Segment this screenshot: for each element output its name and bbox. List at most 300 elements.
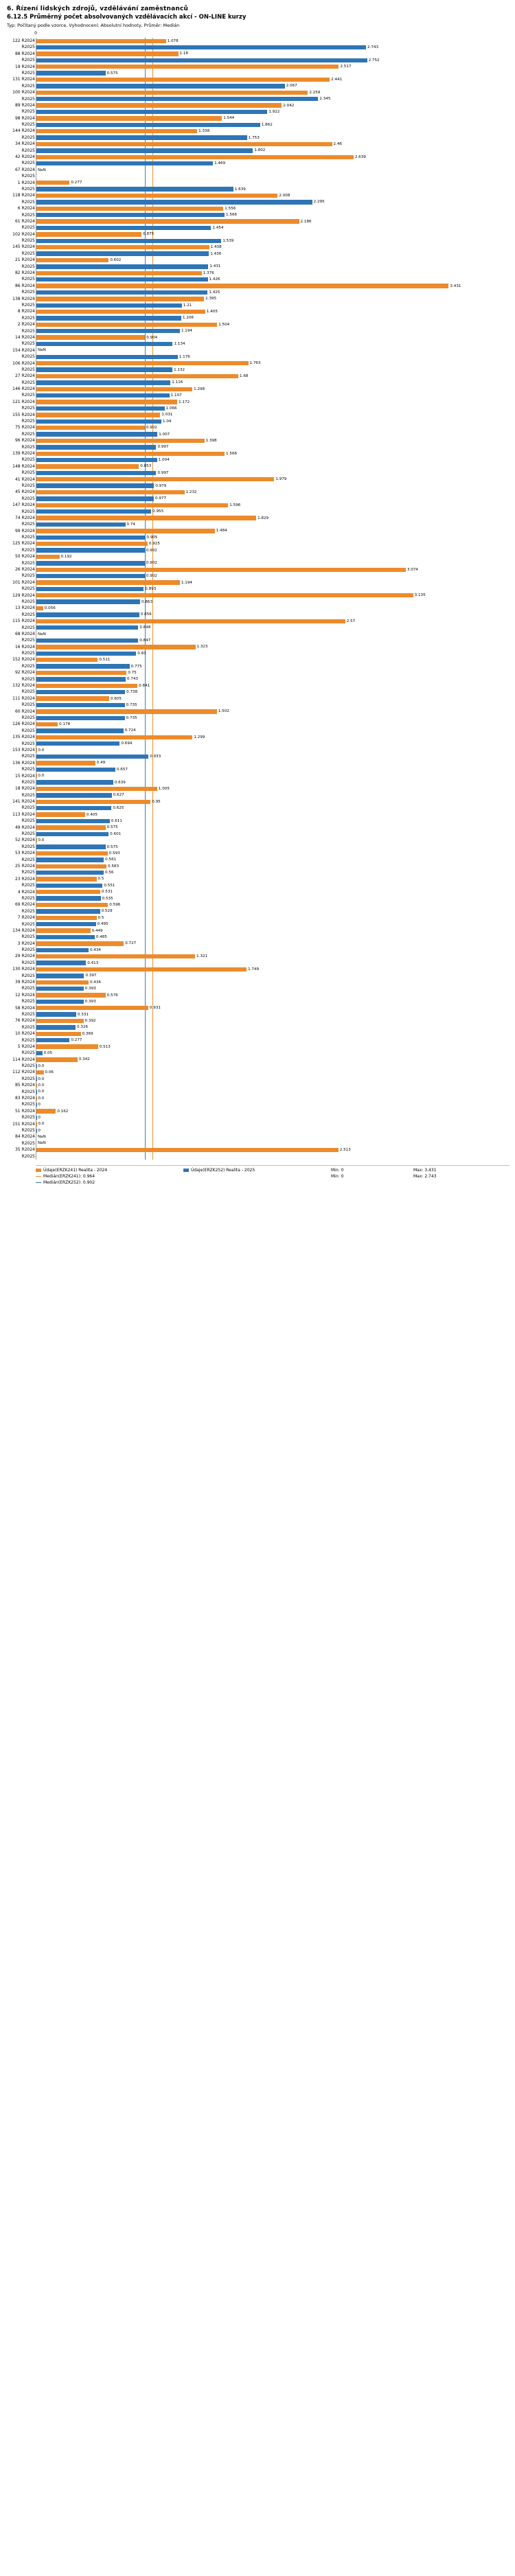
bar-y24[interactable] xyxy=(36,941,137,946)
bar-value-label: 0.575 xyxy=(106,825,118,830)
bar-y24[interactable] xyxy=(36,503,241,507)
bar-y25[interactable] xyxy=(36,238,234,243)
bar-y25[interactable] xyxy=(36,741,133,746)
bar-value-label: 2.752 xyxy=(368,58,380,62)
bar-y25[interactable] xyxy=(36,702,137,707)
bar-value-label: 0.848 xyxy=(139,625,151,630)
bar-y25[interactable] xyxy=(36,871,114,875)
bar-y24[interactable] xyxy=(36,812,98,817)
row-label-2025: R2025 xyxy=(21,70,35,76)
bar-y25[interactable] xyxy=(36,909,113,914)
row-label-2025: R2025 xyxy=(21,612,35,617)
category-code: 13 xyxy=(14,606,21,611)
bar-y24[interactable] xyxy=(36,426,157,430)
bar-y24[interactable] xyxy=(36,567,418,572)
bar-y24[interactable] xyxy=(36,696,122,701)
bar-y24[interactable] xyxy=(36,38,179,43)
bar-y25[interactable] xyxy=(36,419,172,424)
bar-y24[interactable] xyxy=(36,722,71,727)
row-label-2024 xyxy=(6,89,35,95)
bar-y25[interactable] xyxy=(36,200,325,205)
bar-y24[interactable] xyxy=(36,645,208,649)
bar-y24[interactable] xyxy=(36,1070,54,1075)
bar-y24[interactable] xyxy=(36,542,160,547)
series-row-label: R2024 xyxy=(21,450,35,456)
bar-y24[interactable] xyxy=(36,761,106,766)
bar-y24[interactable] xyxy=(36,297,217,301)
bar-row xyxy=(21,289,510,295)
bar-y24[interactable] xyxy=(36,116,235,121)
bar-value-label: 0.434 xyxy=(89,947,101,952)
bar-y25[interactable] xyxy=(36,393,182,398)
bar-y24[interactable] xyxy=(36,709,229,714)
bar-group xyxy=(14,115,510,128)
row-label-2025: R2025 xyxy=(21,341,35,347)
bar-y24[interactable] xyxy=(36,1006,161,1011)
bar-group xyxy=(17,205,510,218)
bar-y24[interactable] xyxy=(36,310,218,314)
row-label-2025: R2025 xyxy=(21,277,35,282)
series-row-label: R2024 xyxy=(21,992,35,998)
bar-row xyxy=(12,399,510,405)
bar-y24[interactable] xyxy=(36,154,366,159)
category-code: 152 xyxy=(12,657,21,663)
bar-y25[interactable] xyxy=(36,354,190,359)
bar-y25[interactable] xyxy=(36,664,142,669)
bar-value-label: 0.0 xyxy=(38,748,45,752)
bar-group xyxy=(14,1082,510,1095)
bar-row xyxy=(14,528,510,534)
bar-y25[interactable] xyxy=(36,639,151,643)
bar-value-label: 1.004 xyxy=(158,458,170,463)
bar-row xyxy=(14,115,510,122)
bar-y25[interactable] xyxy=(36,432,170,437)
bar-value-label: 0.561 xyxy=(105,858,117,862)
bar-row xyxy=(12,695,510,702)
series-row-label: R2024 xyxy=(21,128,35,134)
median-2024-row xyxy=(36,1174,183,1179)
bar-y25[interactable] xyxy=(36,574,157,579)
bar-y25[interactable] xyxy=(36,883,115,888)
max-2024-label: Max: 3.431 xyxy=(413,1167,437,1173)
bar-y25[interactable] xyxy=(36,109,280,114)
series-row-label: R2024 xyxy=(21,670,35,676)
bar-y25[interactable] xyxy=(36,922,108,927)
bar-y24[interactable] xyxy=(36,954,208,959)
row-label-2024 xyxy=(6,218,35,225)
bar-y25[interactable] xyxy=(36,793,124,798)
bar-row xyxy=(21,960,510,966)
bar-row xyxy=(12,76,510,82)
bar-y25[interactable] xyxy=(36,625,151,630)
bar-y25[interactable] xyxy=(36,1012,89,1017)
series-row-label: R2024 xyxy=(21,954,35,959)
bar-y25[interactable] xyxy=(36,342,185,347)
series-row-label: R2024 xyxy=(21,593,35,598)
bar-y24[interactable] xyxy=(36,1019,96,1024)
bar-y25[interactable] xyxy=(36,586,157,591)
bar-y24[interactable] xyxy=(36,141,342,146)
bar-y25[interactable] xyxy=(36,715,137,720)
bar-y24[interactable] xyxy=(36,903,121,908)
row-label-2025: R2025 xyxy=(21,1063,35,1069)
bar-y24[interactable] xyxy=(36,335,158,340)
bar-value-label: 2.067 xyxy=(286,84,297,89)
bar-y25[interactable] xyxy=(36,329,192,334)
bar-value-label: 0.56 xyxy=(105,871,114,875)
bar-row xyxy=(14,1082,510,1088)
bar-y24[interactable] xyxy=(36,683,150,688)
bar-y25[interactable] xyxy=(36,1051,53,1056)
bar-value-label: 0.933 xyxy=(150,755,161,759)
bar-y24[interactable] xyxy=(36,78,343,82)
bar-group xyxy=(17,1044,510,1057)
bar-group xyxy=(14,850,510,863)
bar-y25[interactable] xyxy=(36,947,101,952)
bar-y25[interactable] xyxy=(36,470,169,475)
row-label-2024 xyxy=(6,850,35,856)
bar-y25[interactable] xyxy=(36,522,135,527)
bar-y25[interactable] xyxy=(36,844,118,849)
bar-y24[interactable] xyxy=(36,580,192,585)
bar-y25[interactable] xyxy=(36,445,169,450)
bar-row xyxy=(17,941,510,947)
category-code: 12 xyxy=(14,992,21,998)
bar-y25[interactable] xyxy=(36,213,238,218)
bar-value-label: 1.753 xyxy=(248,135,260,140)
bar-y25[interactable] xyxy=(36,806,124,811)
bar-y24[interactable] xyxy=(36,851,120,855)
bar-y25[interactable] xyxy=(36,226,224,231)
bar-y25[interactable] xyxy=(36,135,260,140)
category-code: 111 xyxy=(12,695,21,701)
bar-y24[interactable] xyxy=(36,284,461,288)
bar-value-label: 2.639 xyxy=(354,154,366,159)
bar-y25[interactable] xyxy=(36,780,126,785)
bar-y24[interactable] xyxy=(36,799,161,804)
bar-y25[interactable] xyxy=(36,380,183,385)
bar-value-label: 0.75 xyxy=(128,670,137,675)
bar-y24[interactable] xyxy=(36,361,261,366)
row-label-2024 xyxy=(6,515,35,521)
bar-value-label: 1.04 xyxy=(163,419,172,424)
series-row-label: R2024 xyxy=(21,928,35,933)
bar-value-label: 0.74 xyxy=(126,522,135,527)
category-code: 131 xyxy=(12,77,21,82)
bar-group xyxy=(12,760,510,773)
bar-y24[interactable] xyxy=(36,232,154,237)
bar-y25[interactable] xyxy=(36,934,107,939)
bar-y25[interactable] xyxy=(36,767,128,772)
category-code: 118 xyxy=(12,193,21,198)
bar-row xyxy=(14,901,510,908)
bar-y24[interactable] xyxy=(36,245,222,250)
category-code: 115 xyxy=(12,619,21,624)
bar-y24[interactable] xyxy=(36,103,295,108)
bar-y25[interactable] xyxy=(36,277,220,282)
series-row-label: R2024 xyxy=(21,606,35,611)
category-code: 122 xyxy=(12,38,21,43)
row-label-2024 xyxy=(6,38,35,44)
bar-y25[interactable] xyxy=(36,728,136,733)
bar-y25[interactable] xyxy=(36,122,273,127)
bar-y24[interactable] xyxy=(36,271,214,275)
bar-y25[interactable] xyxy=(36,818,122,823)
bar-group xyxy=(14,773,510,786)
bar-group xyxy=(12,682,510,695)
row-label-2025: R2025 xyxy=(21,573,35,579)
bar-y25[interactable] xyxy=(36,251,222,256)
bar-y24[interactable] xyxy=(36,980,101,985)
bar-y24[interactable] xyxy=(36,1044,111,1049)
bar-value-label: 1.802 xyxy=(254,148,266,153)
bar-y25[interactable] xyxy=(36,58,380,62)
row-label-2024 xyxy=(6,141,35,147)
category-code: 100 xyxy=(12,90,21,95)
bar-value-label: 3.074 xyxy=(407,567,418,572)
bar-row xyxy=(14,631,510,637)
bar-y25[interactable] xyxy=(36,406,177,411)
bar-y24[interactable] xyxy=(36,51,188,56)
bar-y25[interactable] xyxy=(36,612,152,617)
series-row-label: R2024 xyxy=(21,554,35,560)
bar-y24[interactable] xyxy=(36,257,122,262)
bar-y25[interactable] xyxy=(36,316,194,321)
bar-value-label: 1.172 xyxy=(179,400,190,404)
bar-y24[interactable] xyxy=(36,1057,90,1062)
bar-row xyxy=(12,928,510,934)
bar-value-label: 1.431 xyxy=(209,264,221,269)
bar-y24[interactable] xyxy=(36,387,205,391)
bar-y25[interactable] xyxy=(36,483,167,488)
bar-value-label: 0.904 xyxy=(146,335,158,340)
bar-value-label: 1.18 xyxy=(179,51,188,56)
bar-row xyxy=(12,812,510,818)
bar-row xyxy=(21,1024,510,1031)
bar-y25[interactable] xyxy=(36,999,96,1004)
bar-group xyxy=(14,953,510,966)
bar-row xyxy=(14,605,510,611)
bar-value-label: 1.436 xyxy=(210,251,222,256)
row-label-2025: R2025 xyxy=(21,380,35,385)
bar-y25[interactable] xyxy=(36,896,113,901)
bar-row xyxy=(21,521,510,527)
bar-y25[interactable] xyxy=(36,677,139,682)
bar-y24[interactable] xyxy=(36,864,119,869)
series-row-label: R2024 xyxy=(21,38,35,43)
bar-y24[interactable] xyxy=(36,1109,69,1114)
bar-group xyxy=(14,1108,510,1121)
row-label-2024 xyxy=(6,1121,35,1127)
bar-y24[interactable] xyxy=(36,1031,93,1036)
series-row-label: R2024 xyxy=(21,154,35,160)
category-code: 3 xyxy=(17,941,21,946)
bar-y25[interactable] xyxy=(36,974,97,978)
bar-y25[interactable] xyxy=(36,303,192,308)
legend-item-2024[interactable] xyxy=(36,1168,183,1173)
series-row-label: R2024 xyxy=(21,271,35,276)
bar-y24[interactable] xyxy=(36,219,312,224)
bar-y24[interactable] xyxy=(36,129,210,134)
series-row-label: R2024 xyxy=(21,180,35,185)
series-row-label: R2024 xyxy=(21,1147,35,1153)
bar-row xyxy=(12,760,510,766)
bar-y24[interactable] xyxy=(36,477,287,482)
bar-y25[interactable] xyxy=(36,187,246,192)
series-row-label: R2024 xyxy=(21,231,35,237)
bar-y24[interactable] xyxy=(36,65,352,69)
legend-item-2025[interactable] xyxy=(183,1168,331,1173)
bar-group xyxy=(12,966,510,979)
bar-y25[interactable] xyxy=(36,651,146,656)
bar-y24[interactable] xyxy=(36,825,118,830)
series-row-label: R2024 xyxy=(21,1096,35,1101)
row-label-2025: R2025 xyxy=(21,367,35,372)
bar-y25[interactable] xyxy=(36,858,117,862)
category-code: 19 xyxy=(14,64,21,69)
row-label-2024 xyxy=(6,257,35,263)
bar-value-label: 1.566 xyxy=(226,213,238,218)
series-row-label: R2024 xyxy=(21,541,35,547)
row-label-2024 xyxy=(6,695,35,702)
bar-y24[interactable] xyxy=(36,464,152,469)
row-label-2025: R2025 xyxy=(21,186,35,192)
bar-value-label: 0.853 xyxy=(140,464,152,469)
bar-y24[interactable] xyxy=(36,554,72,559)
bar-y24[interactable] xyxy=(36,206,236,211)
category-code: 154 xyxy=(12,347,21,353)
bar-y25[interactable] xyxy=(36,1038,82,1043)
bar-value-label: 0.397 xyxy=(85,974,97,978)
bar-group xyxy=(12,502,510,515)
bar-y25[interactable] xyxy=(36,458,170,463)
bar-y25[interactable] xyxy=(36,45,379,50)
bar-y24[interactable] xyxy=(36,658,111,663)
bar-value-label: 0.724 xyxy=(124,728,136,733)
bar-group xyxy=(17,915,510,928)
bar-group xyxy=(14,1134,510,1147)
bar-y24[interactable] xyxy=(36,90,321,95)
series-row-label: R2024 xyxy=(21,463,35,469)
bar-y25[interactable] xyxy=(36,71,118,76)
bar-y25[interactable] xyxy=(36,496,166,501)
bar-value-label: 2.295 xyxy=(313,200,325,205)
bar-y24[interactable] xyxy=(36,438,217,443)
page-title: 6. Řízení lidských zdrojů, vzdělávání zaměstnanců xyxy=(7,5,189,12)
bar-row xyxy=(21,612,510,618)
bar-y25[interactable] xyxy=(36,987,96,991)
category-code: 121 xyxy=(12,399,21,404)
bar-value-label: 0.485 xyxy=(95,934,107,939)
row-label-2025: R2025 xyxy=(21,651,35,656)
series-row-label: R2024 xyxy=(21,167,35,172)
category-code: 67 xyxy=(14,167,21,172)
bar-y24[interactable] xyxy=(36,413,173,417)
bar-row xyxy=(21,1011,510,1017)
bar-value-label: 1.829 xyxy=(258,516,269,520)
bar-y24[interactable] xyxy=(36,619,356,623)
bar-y24[interactable] xyxy=(36,529,227,533)
bar-y24[interactable] xyxy=(36,787,170,791)
bar-y25[interactable] xyxy=(36,961,99,965)
bar-y25[interactable] xyxy=(36,264,221,269)
bar-y25[interactable] xyxy=(36,97,331,102)
bar-y24[interactable] xyxy=(36,915,104,920)
bar-y25[interactable] xyxy=(36,84,297,89)
bar-value-label: 2.441 xyxy=(331,78,343,82)
bar-y25[interactable] xyxy=(36,599,153,604)
bar-group xyxy=(12,450,510,463)
row-label-2025: R2025 xyxy=(21,122,35,128)
category-code: 147 xyxy=(12,503,21,508)
bar-y25[interactable] xyxy=(36,509,164,514)
category-code: 112 xyxy=(12,1070,21,1075)
bar-y25[interactable] xyxy=(36,755,161,759)
category-code: 10 xyxy=(14,1031,21,1037)
bar-y25[interactable] xyxy=(36,690,138,695)
bar-y25[interactable] xyxy=(36,831,122,836)
bar-y25[interactable] xyxy=(36,1025,89,1030)
row-label-2024 xyxy=(6,321,35,327)
bar-y24[interactable] xyxy=(36,490,197,495)
bar-y25[interactable] xyxy=(36,290,220,295)
row-label-2025: R2025 xyxy=(21,831,35,837)
bar-y25[interactable] xyxy=(36,367,185,372)
bar-y24[interactable] xyxy=(36,400,190,404)
bar-row xyxy=(21,741,510,747)
bar-y24[interactable] xyxy=(36,735,205,739)
row-label-2024 xyxy=(6,205,35,211)
bar-row xyxy=(21,599,510,605)
bar-y24[interactable] xyxy=(36,516,269,520)
bar-y25[interactable] xyxy=(36,148,266,153)
bar-row xyxy=(12,502,510,508)
chart-note: Typ: Počítaný podle vzorce, Vyhodnocení: Absolutní hodnoty, Průměr: Medián xyxy=(7,23,180,28)
bar-value-label: 1.425 xyxy=(209,290,220,295)
bar-y24[interactable] xyxy=(36,322,230,327)
bar-y24[interactable] xyxy=(36,670,137,675)
bar-value-label: 1.68 xyxy=(240,374,249,378)
bar-y24[interactable] xyxy=(36,181,82,185)
bar-y24[interactable] xyxy=(36,194,290,198)
bar-y24[interactable] xyxy=(36,451,238,456)
bar-y25[interactable] xyxy=(36,548,157,553)
bar-value-label: 0.95 xyxy=(152,799,161,804)
bar-y24[interactable] xyxy=(36,593,426,598)
row-label-2024 xyxy=(6,192,35,198)
bar-y24[interactable] xyxy=(36,993,118,998)
row-label-2024 xyxy=(6,876,35,882)
series-row-label: R2024 xyxy=(21,941,35,946)
bar-y25[interactable] xyxy=(36,535,158,540)
bar-group xyxy=(14,1017,510,1031)
bar-row xyxy=(21,251,510,257)
bar-y25[interactable] xyxy=(36,561,157,566)
bar-group xyxy=(14,631,510,644)
bar-y25[interactable] xyxy=(36,161,226,166)
bar-y24[interactable] xyxy=(36,928,103,933)
bar-value-label: 0.529 xyxy=(101,909,113,914)
bar-y24[interactable] xyxy=(36,374,249,378)
bar-y24[interactable] xyxy=(36,967,260,971)
category-code: 155 xyxy=(12,412,21,417)
bar-y24[interactable] xyxy=(36,1147,351,1152)
bar-row xyxy=(17,1044,510,1050)
bar-y24[interactable] xyxy=(36,606,56,611)
bar-y24[interactable] xyxy=(36,890,113,895)
bar-y24[interactable] xyxy=(36,877,104,882)
series-row-label: R2024 xyxy=(21,579,35,585)
